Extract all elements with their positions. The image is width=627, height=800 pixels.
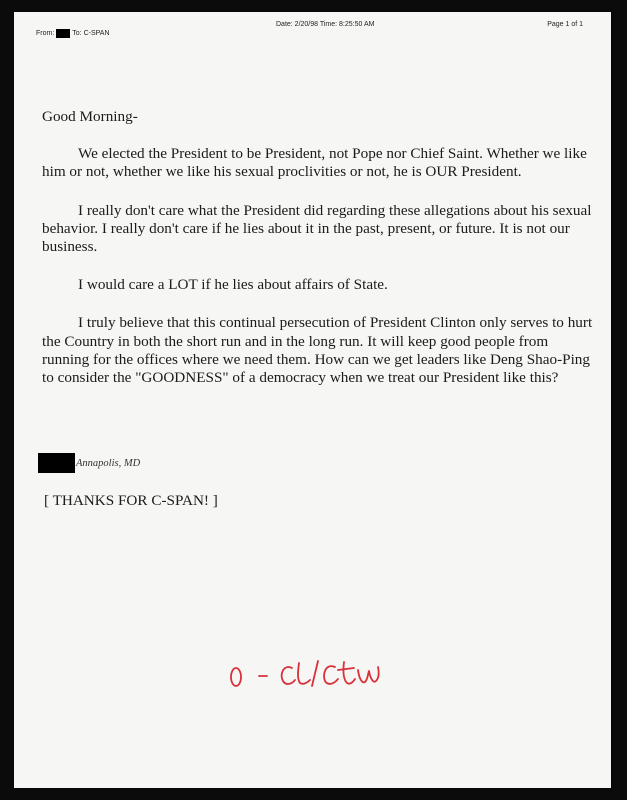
closing-line: [ THANKS FOR C-SPAN! ] bbox=[44, 492, 218, 509]
fax-header bbox=[36, 18, 589, 42]
greeting: Good Morning- bbox=[42, 108, 138, 125]
letter-body bbox=[42, 108, 594, 407]
paragraph-4: I truly believe that this continual persecution of President Clinton only serves to hurt the Country in both the short run and in the long run. It will keep good people from running for the offices where we need them. How can we get leaders like Deng Shao-Ping to consider the "GOODNESS" of a democracy when we treat our President like this? bbox=[42, 314, 593, 387]
paragraph-1: We elected the President to be President, not Pope nor Chief Saint. Whether we like him or not, whether we like his sexual proclivities or not, he is OUR President. bbox=[42, 145, 587, 181]
paragraph-2: I really don't care what the President did regarding these allegations about his sexual behavior. I really don't care if he lies about it in the past, present, or future. It is not our business. bbox=[42, 201, 592, 256]
fax-datetime: Date: 2/20/98 Time: 8:25:50 AM bbox=[276, 21, 375, 28]
from-label: From: bbox=[36, 30, 55, 37]
signature-location: Annapolis, MD bbox=[76, 457, 141, 469]
fax-page-number: Page 1 of 1 bbox=[547, 21, 583, 28]
paragraph-3: I would care a LOT if he lies about affairs of State. bbox=[78, 276, 388, 294]
redaction-block bbox=[56, 29, 70, 38]
signature-line bbox=[38, 453, 140, 473]
handwritten-routing-note bbox=[226, 646, 416, 696]
handwritten-note-text: 0 - CL/CEW bbox=[226, 695, 232, 696]
letter-page bbox=[14, 12, 611, 788]
signature-redaction-block bbox=[38, 453, 75, 473]
fax-sender-line bbox=[36, 29, 110, 38]
to-label: To: C-SPAN bbox=[72, 30, 110, 37]
